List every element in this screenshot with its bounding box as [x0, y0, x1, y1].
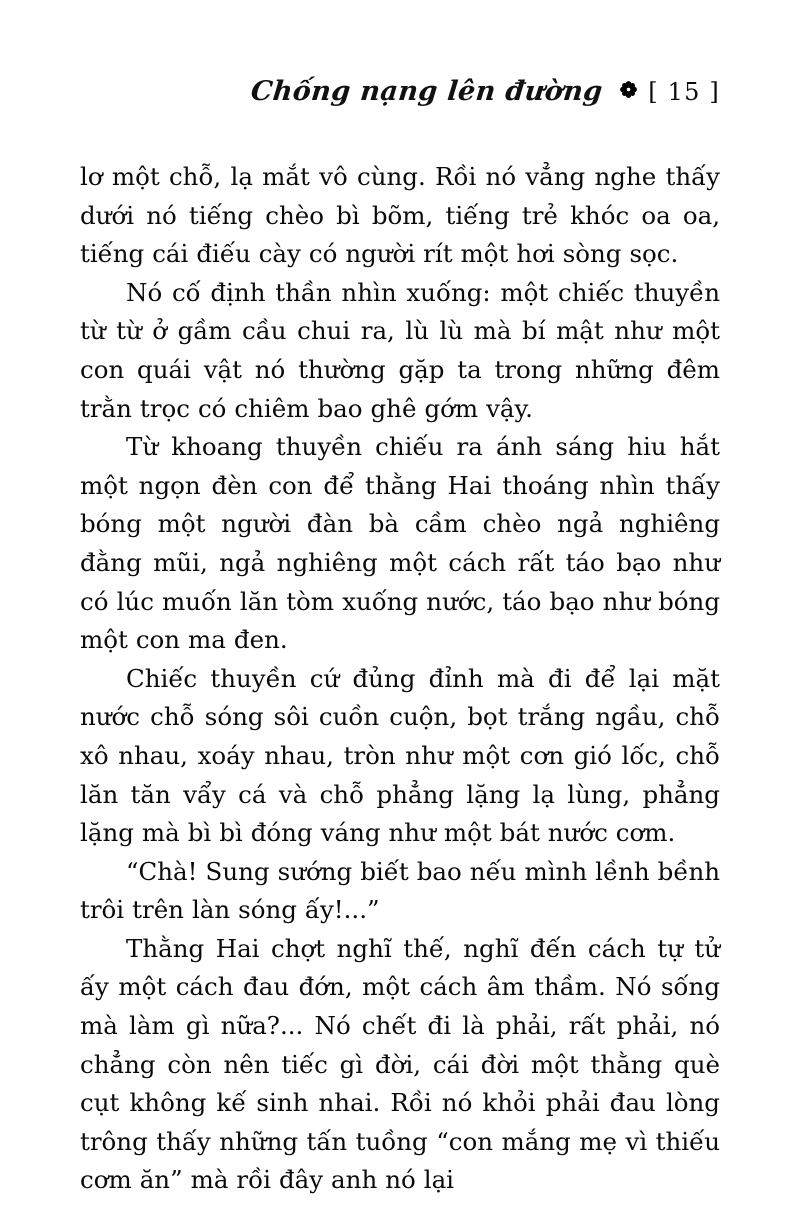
page-number: [ 15 ] [648, 78, 720, 106]
paragraph: Chiếc thuyền cứ đủng đỉnh mà đi để lại mặt nước chỗ sóng sôi cuồn cuộn, bọt trắng ngầu, chỗ xô nhau, xoáy nhau, tròn như một cơn gió lốc, chỗ lăn tăn vẩy cá và chỗ phẳng lặng lạ lùng, phẳng lặng mà bì bì đóng váng như một bát nước cơm. [80, 663, 720, 848]
paragraph: Từ khoang thuyền chiếu ra ánh sáng hiu hắt một ngọn đèn con để thằng Hai thoáng nhìn thấy bóng một người đàn bà cầm chèo ngả nghiêng đằng mũi, ngả nghiêng một cách rất táo bạo như có lúc muốn lăn tòm xuống nước, táo bạo như bóng một con ma đen. [80, 432, 720, 655]
paragraph: Thằng Hai chợt nghĩ thế, nghĩ đến cách tự tử ấy một cách đau đớn, một cách âm thầm. Nó sống mà làm gì nữa?... Nó chết đi là phải, rất phải, nó chẳng còn nên tiếc gì đời, cái đời một thằng què cụt không kế sinh nhai. Rồi nó khỏi phải đau lòng trông thấy những tấn tuồng “con mắng mẹ vì thiếu cơm ăn” mà rồi đây anh nó lại [80, 933, 720, 1195]
chapter-title: Chống nạng lên đường [249, 76, 604, 107]
paragraph: “Chà! Sung sướng biết bao nếu mình lềnh bềnh trôi trên làn sóng ấy!...” [80, 856, 720, 925]
body-text [80, 158, 720, 1200]
paragraph: Nó cố định thần nhìn xuống: một chiếc thuyền từ từ ở gầm cầu chui ra, lù lù mà bí mật như một con quái vật nó thường gặp ta trong những đêm trằn trọc có chiêm bao ghê gớm vậy. [80, 277, 720, 423]
paragraph: lơ một chỗ, lạ mắt vô cùng. Rồi nó vẳng nghe thấy dưới nó tiếng chèo bì bõm, tiếng trẻ khóc oa oa, tiếng cái điếu cày có người rít một hơi sòng sọc. [80, 162, 720, 269]
running-head [80, 78, 720, 128]
flower-rosette-icon [620, 81, 637, 98]
